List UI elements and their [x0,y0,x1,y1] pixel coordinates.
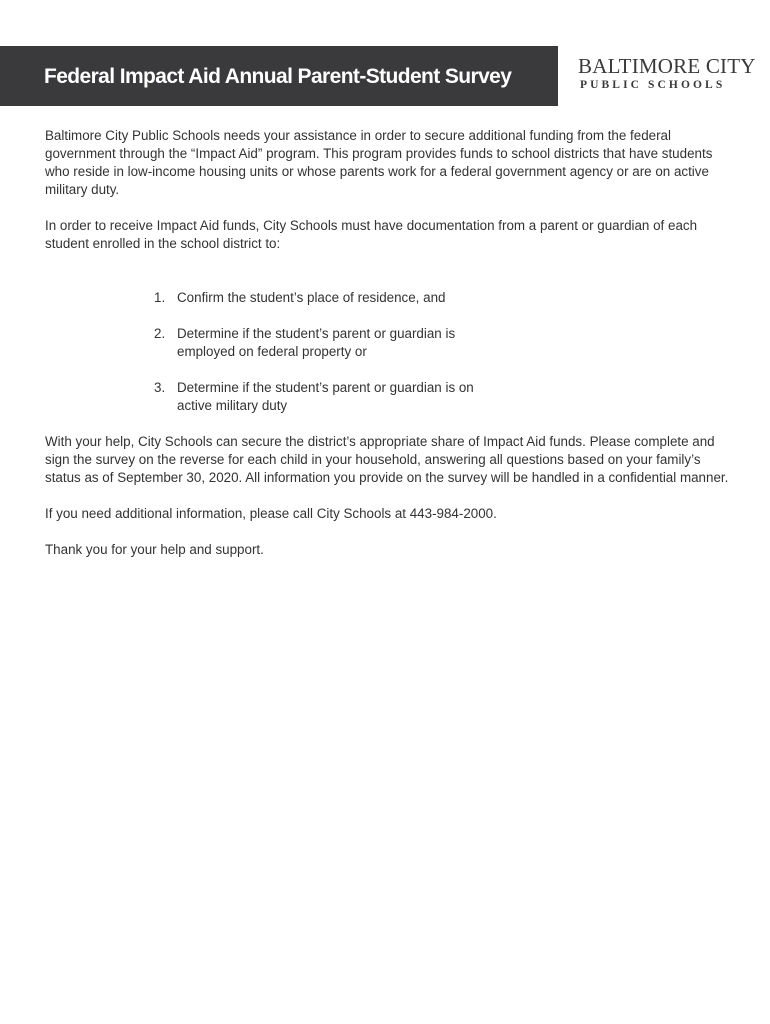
list-item-number: 2. [154,326,166,341]
document-title: Federal Impact Aid Annual Parent-Student Survey [44,65,512,88]
list-item [154,325,497,361]
thanks-paragraph: Thank you for your help and support. [45,542,264,557]
logo-line-1: BALTIMORE CITY [578,54,756,78]
list-item-text: Determine if the student’s parent or guardian is on active military duty [177,380,474,413]
list-item-text: Confirm the student’s place of residence, and [177,290,446,305]
list-item [154,379,497,415]
header-bar [0,46,558,106]
list-item-text: Determine if the student’s parent or guardian is employed on federal property or [177,326,456,359]
document-body [45,127,735,577]
logo-line-2: PUBLIC SCHOOLS [580,79,726,91]
list-item [154,289,497,307]
requirement-paragraph: In order to receive Impact Aid funds, City Schools must have documentation from a parent or guardian of each student enrolled in the school district to: [45,218,698,251]
intro-paragraph: Baltimore City Public Schools needs your assistance in order to secure additional funding from the federal government through the “Impact Aid” program. This program provides funds to school districts that have students who reside in low-income housing units or whose parents work for a federal government agency or are on active military duty. [45,128,713,197]
contact-paragraph: If you need additional information, please call City Schools at 443-984-2000. [45,506,497,521]
requirements-list [45,289,735,415]
list-item-number: 3. [154,380,166,395]
list-item-number: 1. [154,290,166,305]
baltimore-city-public-schools-logo [578,54,756,94]
help-paragraph: With your help, City Schools can secure the district’s appropriate share of Impact Aid funds. Please complete and sign the survey on the reverse for each child in your household, answering all questions based on your family’s status as of September 30, 2020. All information you provide on the survey will be handled in a confidential manner. [45,434,729,485]
